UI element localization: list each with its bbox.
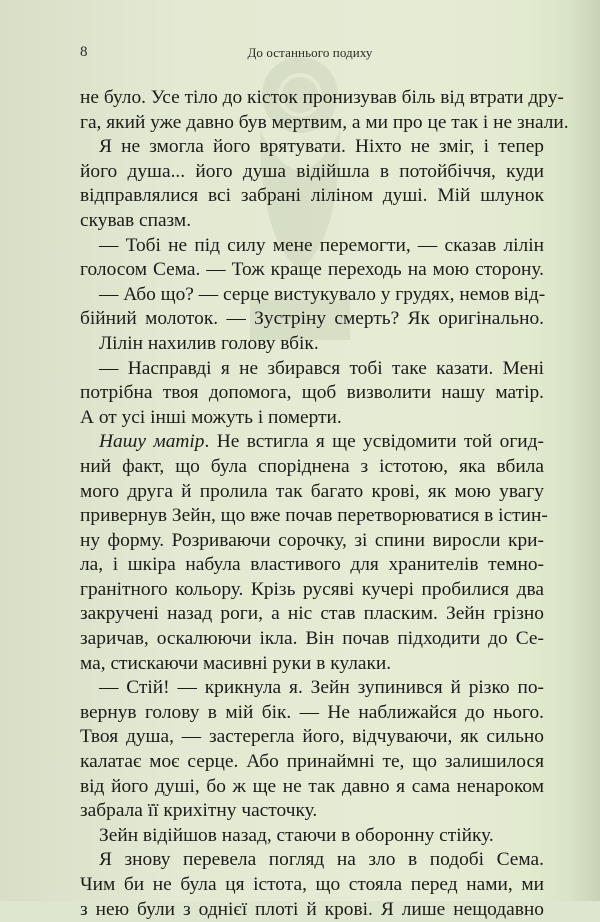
text-line — [80, 307, 544, 332]
line-text: вернув голову в мій бік. — Не наближайся до нього. — [80, 701, 544, 723]
text-line — [80, 86, 564, 111]
text-line — [80, 873, 544, 898]
page-number: 8 — [80, 44, 88, 60]
text-line — [80, 750, 544, 775]
text-line — [80, 602, 544, 627]
line-text: . Не встигла я ще усвідомити той огид- — [204, 431, 544, 453]
text-line — [80, 381, 544, 406]
line-text: скував спазм. — [80, 209, 192, 231]
text-line — [80, 578, 544, 603]
line-text: Чим би не була ця істота, що стояла перед нами, ми — [80, 874, 544, 895]
line-text: привернув Зейн, що вже почав перетворюватися в істин- — [80, 505, 548, 527]
line-text: га, який уже давно був мертвим, а ми про це так і не знали. — [80, 111, 569, 133]
line-text: А от усі інші можуть і померти. — [80, 406, 342, 428]
text-line — [80, 111, 569, 136]
body-text — [80, 86, 569, 922]
line-text: потрібна твоя допомога, щоб визволити нашу матір. — [80, 382, 544, 404]
running-head — [80, 44, 540, 64]
text-line — [80, 504, 548, 529]
text-line — [80, 160, 544, 185]
line-text: бійний молоток. — Зустріну смерть? Як оригінально. — [80, 308, 544, 330]
text-line — [80, 258, 544, 283]
line-text: — Насправді я не збирався тобі таке казати. Мені — [99, 357, 544, 379]
line-text: — Стій! — крикнула я. Зейн зупинився й різко по- — [99, 677, 544, 699]
line-text: від його душі, бо ж ще не так давно я сама ненароком — [80, 775, 544, 797]
line-text: з нею були з однієї плоті й крові. Я лише нещодавно — [80, 898, 544, 920]
text-line — [80, 332, 544, 357]
italic-emphasis: Нашу матір — [99, 431, 205, 453]
text-line — [80, 430, 544, 455]
line-text: закручені назад роги, а ніс став пласким. Зейн грізно — [80, 603, 544, 625]
line-text: Я знову перевела погляд на зло в подобі Сема. — [99, 849, 544, 871]
text-line — [80, 824, 544, 849]
line-text: забрала її крихітну часточку. — [80, 800, 318, 822]
line-text: Зейн відійшов назад, стаючи в оборонну стійку. — [99, 824, 494, 846]
text-line — [80, 652, 544, 677]
text-line — [80, 725, 544, 750]
line-text: гранітного кольору. Крізь русяві кучері пробилися два — [80, 578, 544, 600]
line-text: — Або що? — серце вистукувало у грудях, немов від- — [99, 283, 546, 305]
text-line — [80, 455, 544, 480]
text-line — [80, 627, 544, 652]
text-line — [80, 799, 544, 824]
line-text: його душа... його душа відійшла в потойбіччя, куди — [80, 160, 544, 182]
text-line — [80, 357, 544, 382]
running-title: До останнього подиху — [247, 45, 373, 60]
line-text: калатає моє серце. Або принаймні те, що залишилося — [80, 751, 544, 773]
line-text: Твоя душа, — застерегла його, відчуваючи, як сильно — [80, 726, 544, 748]
text-line — [80, 676, 544, 701]
line-text: не було. Усе тіло до кісток пронизував біль від втрати дру- — [80, 87, 564, 108]
line-text: голосом Сема. — Тож краще переходь на мою сторону. — [80, 259, 544, 281]
line-text: ма, стискаючи масивні руки в кулаки. — [80, 652, 392, 674]
text-line — [80, 775, 544, 800]
text-line — [80, 848, 544, 873]
text-line — [80, 184, 544, 209]
line-text: — Тобі не під силу мене перемогти, — сказав лілін — [99, 234, 544, 256]
line-text: ний факт, що була споріднена з істотою, яка вбила — [80, 455, 544, 477]
text-line — [80, 234, 544, 259]
line-text: заричав, оскалюючи ікла. Він почав підходити до Се- — [80, 628, 544, 650]
text-line — [80, 406, 544, 431]
text-line — [80, 553, 544, 578]
line-text: ла, і шкіра набула властивого для хранителів темно- — [80, 554, 544, 576]
line-text: Лілін нахилив голову вбік. — [99, 332, 319, 354]
line-text: Я не змогла його врятувати. Ніхто не зміг, і тепер — [99, 136, 544, 158]
line-text: відправлялися всі забрані ліліном душі. Мій шлунок — [80, 185, 544, 207]
text-line — [80, 135, 544, 160]
text-line — [80, 898, 544, 922]
line-text: мого друга й пролила так багато крові, як мою увагу — [80, 480, 544, 502]
text-line — [80, 701, 544, 726]
text-line — [80, 283, 544, 308]
text-line — [80, 480, 544, 505]
text-line — [80, 529, 544, 554]
text-line — [80, 209, 544, 234]
line-text: ну форму. Розриваючи сорочку, зі спини виросли кри- — [80, 529, 544, 551]
